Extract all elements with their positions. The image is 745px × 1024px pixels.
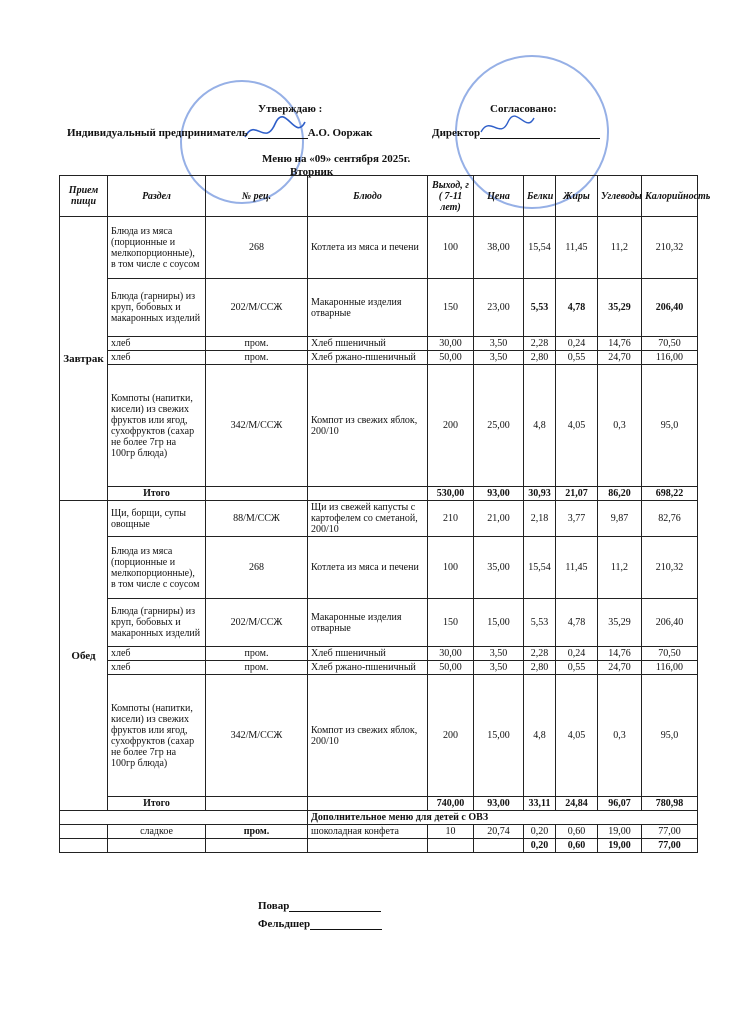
dish-cell: Щи из свежей капусты с картофелем со сметаной, 200/10: [308, 501, 428, 537]
price-cell: 15,00: [474, 599, 524, 647]
meal-label: Обед: [60, 501, 108, 811]
fat-cell: 4,05: [556, 365, 598, 487]
carbs-cell: 19,00: [598, 839, 642, 853]
fat-cell: 0,60: [556, 825, 598, 839]
protein-cell: 5,53: [524, 599, 556, 647]
recipe-cell: 268: [206, 217, 308, 279]
fat-cell: 0,24: [556, 337, 598, 351]
kcal-cell: 210,32: [642, 217, 698, 279]
table-row: [60, 337, 698, 351]
col-header: Углеводы: [598, 176, 642, 217]
output-cell: 50,00: [428, 351, 474, 365]
cook-signature: [258, 900, 381, 912]
director-label: [432, 127, 600, 139]
protein-cell: 0,20: [524, 839, 556, 853]
kcal-cell: 70,50: [642, 647, 698, 661]
kcal-cell: 95,0: [642, 365, 698, 487]
section-cell: сладкое: [108, 825, 206, 839]
kcal-cell: 206,40: [642, 279, 698, 337]
carbs-cell: 19,00: [598, 825, 642, 839]
table-row: [60, 825, 698, 839]
entrepreneur-title: Индивидуальный предприниматель: [67, 127, 248, 139]
price-cell: 35,00: [474, 537, 524, 599]
col-header: Калорийность: [642, 176, 698, 217]
carbs-cell: 35,29: [598, 279, 642, 337]
col-header: Прием пищи: [60, 176, 108, 217]
carbs-cell: 0,3: [598, 675, 642, 797]
fat-cell: 11,45: [556, 217, 598, 279]
price-cell: 23,00: [474, 279, 524, 337]
section-cell: хлеб: [108, 647, 206, 661]
output-cell: 50,00: [428, 661, 474, 675]
protein-cell: 30,93: [524, 487, 556, 501]
dish-cell: Компот из свежих яблок, 200/10: [308, 365, 428, 487]
menu-day: Вторник: [290, 166, 334, 178]
kcal-cell: 70,50: [642, 337, 698, 351]
output-cell: 150: [428, 599, 474, 647]
recipe-cell: 88/М/ССЖ: [206, 501, 308, 537]
table-row: [60, 537, 698, 599]
output-cell: 100: [428, 217, 474, 279]
fat-cell: 11,45: [556, 537, 598, 599]
protein-cell: 2,80: [524, 661, 556, 675]
price-cell: 3,50: [474, 337, 524, 351]
approve-label: Утверждаю :: [258, 103, 323, 115]
empty-cell: [60, 839, 108, 853]
recipe-cell: пром.: [206, 337, 308, 351]
fat-cell: 3,77: [556, 501, 598, 537]
section-cell: хлеб: [108, 351, 206, 365]
table-row: [60, 661, 698, 675]
output-cell: 30,00: [428, 647, 474, 661]
section-cell: Компоты (напитки, кисели) из свежих фруктов или ягод, сухофруктов (сахар не более 7гр на 100гр блюда): [108, 365, 206, 487]
carbs-cell: 9,87: [598, 501, 642, 537]
dish-cell: Макаронные изделия отварные: [308, 279, 428, 337]
carbs-cell: 96,07: [598, 797, 642, 811]
recipe-cell: 342/М/ССЖ: [206, 675, 308, 797]
empty-cell: [308, 487, 428, 501]
director-title: Директор: [432, 127, 481, 139]
price-cell: 3,50: [474, 647, 524, 661]
empty-cell: [308, 839, 428, 853]
protein-cell: 4,8: [524, 365, 556, 487]
empty-cell: [108, 839, 206, 853]
fat-cell: 0,60: [556, 839, 598, 853]
empty-cell: [206, 487, 308, 501]
kcal-cell: 210,32: [642, 537, 698, 599]
protein-cell: 2,18: [524, 501, 556, 537]
carbs-cell: 86,20: [598, 487, 642, 501]
recipe-cell: пром.: [206, 351, 308, 365]
recipe-cell: 202/М/ССЖ: [206, 599, 308, 647]
empty-cell: [60, 825, 108, 839]
col-header: Белки: [524, 176, 556, 217]
section-cell: Блюда (гарниры) из круп, бобовых и макаронных изделий: [108, 279, 206, 337]
signature-line: [248, 128, 308, 139]
output-cell: 10: [428, 825, 474, 839]
table-row: [60, 501, 698, 537]
price-cell: 15,00: [474, 675, 524, 797]
total-row: [60, 839, 698, 853]
price-cell: 25,00: [474, 365, 524, 487]
table-row: [60, 365, 698, 487]
kcal-cell: 206,40: [642, 599, 698, 647]
section-cell: Блюда из мяса (порционные и мелкопорционные), в том числе с соусом: [108, 537, 206, 599]
section-cell: хлеб: [108, 661, 206, 675]
output-cell: 200: [428, 675, 474, 797]
recipe-cell: 342/М/ССЖ: [206, 365, 308, 487]
dish-cell: Макаронные изделия отварные: [308, 599, 428, 647]
kcal-cell: 116,00: [642, 351, 698, 365]
fat-cell: 0,55: [556, 351, 598, 365]
protein-cell: 2,28: [524, 647, 556, 661]
col-header: Блюдо: [308, 176, 428, 217]
output-cell: 150: [428, 279, 474, 337]
protein-cell: 4,8: [524, 675, 556, 797]
empty-cell: [206, 839, 308, 853]
col-header: № рец.: [206, 176, 308, 217]
recipe-cell: пром.: [206, 647, 308, 661]
carbs-cell: 24,70: [598, 661, 642, 675]
empty-cell: [428, 839, 474, 853]
total-row: [60, 797, 698, 811]
col-header: Раздел: [108, 176, 206, 217]
carbs-cell: 11,2: [598, 537, 642, 599]
empty-cell: [60, 811, 308, 825]
section-cell: хлеб: [108, 337, 206, 351]
col-header: Цена: [474, 176, 524, 217]
price-cell: 21,00: [474, 501, 524, 537]
total-label: Итого: [108, 487, 206, 501]
dish-cell: шоколадная конфета: [308, 825, 428, 839]
fat-cell: 0,24: [556, 647, 598, 661]
col-header: Жиры: [556, 176, 598, 217]
agreed-label: Согласовано:: [490, 103, 557, 115]
output-cell: 100: [428, 537, 474, 599]
dish-cell: Хлеб пшеничный: [308, 337, 428, 351]
carbs-cell: 35,29: [598, 599, 642, 647]
cook-label: Повар: [258, 900, 290, 912]
price-cell: 38,00: [474, 217, 524, 279]
section-cell: Блюда (гарниры) из круп, бобовых и макаронных изделий: [108, 599, 206, 647]
kcal-cell: 780,98: [642, 797, 698, 811]
carbs-cell: 24,70: [598, 351, 642, 365]
meal-label: Завтрак: [60, 217, 108, 501]
protein-cell: 15,54: [524, 537, 556, 599]
price-cell: 20,74: [474, 825, 524, 839]
section-cell: Блюда из мяса (порционные и мелкопорционные), в том числе с соусом: [108, 217, 206, 279]
table-row: [60, 279, 698, 337]
director-signature-line: [480, 128, 600, 139]
fat-cell: 4,78: [556, 599, 598, 647]
medic-signature: [258, 918, 382, 930]
table-header-row: [60, 176, 698, 217]
output-cell: 200: [428, 365, 474, 487]
total-row: [60, 487, 698, 501]
carbs-cell: 14,76: [598, 647, 642, 661]
fat-cell: 0,55: [556, 661, 598, 675]
section-cell: Щи, борщи, супы овощные: [108, 501, 206, 537]
fat-cell: 24,84: [556, 797, 598, 811]
kcal-cell: 698,22: [642, 487, 698, 501]
total-label: Итого: [108, 797, 206, 811]
table-row: [60, 647, 698, 661]
cook-signature-line: [289, 901, 381, 912]
carbs-cell: 14,76: [598, 337, 642, 351]
table-row: [60, 599, 698, 647]
recipe-cell: пром.: [206, 661, 308, 675]
section-cell: Компоты (напитки, кисели) из свежих фруктов или ягод, сухофруктов (сахар не более 7гр на 100гр блюда): [108, 675, 206, 797]
extra-menu-title-row: [60, 811, 698, 825]
table-row: [60, 675, 698, 797]
kcal-cell: 116,00: [642, 661, 698, 675]
kcal-cell: 82,76: [642, 501, 698, 537]
entrepreneur-name: А.О. Ооржак: [307, 127, 373, 139]
dish-cell: Хлеб пшеничный: [308, 647, 428, 661]
dish-cell: Котлета из мяса и печени: [308, 217, 428, 279]
price-cell: 3,50: [474, 661, 524, 675]
col-header: Выход, г ( 7-11 лет): [428, 176, 474, 217]
protein-cell: 2,28: [524, 337, 556, 351]
output-cell: 740,00: [428, 797, 474, 811]
dish-cell: Компот из свежих яблок, 200/10: [308, 675, 428, 797]
protein-cell: 2,80: [524, 351, 556, 365]
dish-cell: Хлеб ржано-пшеничный: [308, 351, 428, 365]
empty-cell: [308, 797, 428, 811]
table-row: [60, 217, 698, 279]
protein-cell: 0,20: [524, 825, 556, 839]
protein-cell: 5,53: [524, 279, 556, 337]
dish-cell: Хлеб ржано-пшеничный: [308, 661, 428, 675]
recipe-cell: пром.: [206, 825, 308, 839]
output-cell: 530,00: [428, 487, 474, 501]
carbs-cell: 11,2: [598, 217, 642, 279]
price-cell: 93,00: [474, 797, 524, 811]
medic-signature-line: [310, 919, 382, 930]
extra-menu-title: Дополнительное меню для детей с ОВЗ: [308, 811, 698, 825]
price-cell: 93,00: [474, 487, 524, 501]
recipe-cell: 268: [206, 537, 308, 599]
output-cell: 210: [428, 501, 474, 537]
table-row: [60, 351, 698, 365]
empty-cell: [206, 797, 308, 811]
empty-cell: [474, 839, 524, 853]
protein-cell: 33,11: [524, 797, 556, 811]
menu-title: Меню на «09» сентября 2025г.: [262, 153, 411, 165]
carbs-cell: 0,3: [598, 365, 642, 487]
dish-cell: Котлета из мяса и печени: [308, 537, 428, 599]
kcal-cell: 77,00: [642, 839, 698, 853]
fat-cell: 4,78: [556, 279, 598, 337]
entrepreneur-label: [67, 127, 372, 139]
kcal-cell: 77,00: [642, 825, 698, 839]
fat-cell: 21,07: [556, 487, 598, 501]
kcal-cell: 95,0: [642, 675, 698, 797]
price-cell: 3,50: [474, 351, 524, 365]
protein-cell: 15,54: [524, 217, 556, 279]
medic-label: Фельдшер: [258, 918, 311, 930]
output-cell: 30,00: [428, 337, 474, 351]
recipe-cell: 202/М/ССЖ: [206, 279, 308, 337]
menu-table: [59, 175, 711, 853]
fat-cell: 4,05: [556, 675, 598, 797]
